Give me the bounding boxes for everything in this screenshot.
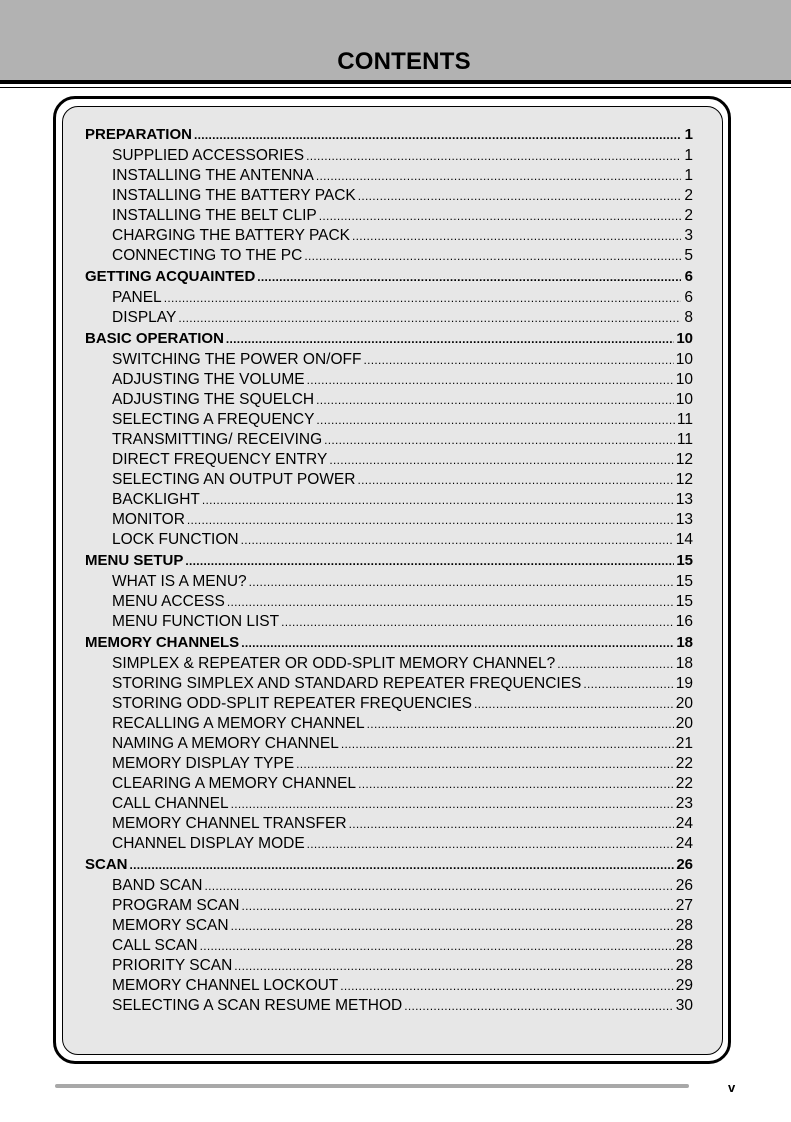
toc-leader <box>367 714 674 734</box>
toc-label: PANEL <box>112 289 162 306</box>
toc-label: CALL SCAN <box>112 937 198 954</box>
toc-leader <box>357 470 673 490</box>
toc-leader <box>316 166 681 186</box>
toc-leader <box>281 612 674 632</box>
toc-page-number: 1 <box>684 167 693 184</box>
toc-leader <box>296 754 674 774</box>
toc-page-number: 20 <box>675 715 693 732</box>
toc-page-number: 23 <box>675 795 693 812</box>
toc-label: PROGRAM SCAN <box>112 897 240 914</box>
toc-label: MENU ACCESS <box>112 593 225 610</box>
toc-section[interactable] <box>85 124 693 146</box>
toc-entry[interactable] <box>85 490 693 510</box>
toc-leader <box>231 794 674 814</box>
toc-entry[interactable] <box>85 390 693 410</box>
toc-page-number: 2 <box>684 187 693 204</box>
toc-page-number: 6 <box>684 268 693 285</box>
toc-entry[interactable] <box>85 206 693 226</box>
toc-section[interactable] <box>85 632 693 654</box>
toc-entry[interactable] <box>85 612 693 632</box>
toc-label: STORING ODD-SPLIT REPEATER FREQUENCIES <box>112 695 473 712</box>
toc-label: BACKLIGHT <box>112 491 200 508</box>
toc-leader <box>340 976 674 996</box>
toc-leader <box>227 592 674 612</box>
toc-page-number: 14 <box>675 531 693 548</box>
toc-label: WHAT IS A MENU? <box>112 573 247 590</box>
toc-section[interactable] <box>85 550 693 572</box>
footer-bar <box>55 1084 689 1088</box>
toc-leader <box>257 266 681 288</box>
toc-entry[interactable] <box>85 956 693 976</box>
toc-label: CHANNEL DISPLAY MODE <box>112 835 305 852</box>
toc-entry[interactable] <box>85 186 693 206</box>
toc-leader <box>358 186 681 206</box>
toc-label: INSTALLING THE BELT CLIP <box>112 207 317 224</box>
toc-page-number: 10 <box>675 351 693 368</box>
toc-entry[interactable] <box>85 430 693 450</box>
toc-leader <box>178 308 681 328</box>
toc-page-number: 24 <box>675 815 693 832</box>
toc-entry[interactable] <box>85 774 693 794</box>
toc-page-number: 18 <box>675 655 693 672</box>
toc-page-number: 6 <box>684 289 693 306</box>
toc-label: TRANSMITTING/ RECEIVING <box>112 431 323 448</box>
toc-leader <box>231 916 674 936</box>
toc-label: CONNECTING TO THE PC <box>112 247 303 264</box>
toc-entry[interactable] <box>85 794 693 814</box>
toc-label: MEMORY CHANNEL LOCKOUT <box>112 977 339 994</box>
toc-entry[interactable] <box>85 834 693 854</box>
toc-page-number: 8 <box>684 309 693 326</box>
toc-page-number: 15 <box>675 573 693 590</box>
toc-entry[interactable] <box>85 694 693 714</box>
toc-label: INSTALLING THE BATTERY PACK <box>112 187 356 204</box>
toc-leader <box>307 834 674 854</box>
toc-entry[interactable] <box>85 530 693 550</box>
toc-page-number: 1 <box>684 147 693 164</box>
page-number: v <box>728 1080 736 1095</box>
toc-leader <box>187 510 674 530</box>
toc-page-number: 26 <box>676 856 693 873</box>
toc-label: CLEARING A MEMORY CHANNEL <box>112 775 357 792</box>
toc-leader <box>341 734 674 754</box>
toc-page-number: 13 <box>675 491 693 508</box>
toc-leader <box>324 430 675 450</box>
toc-entry[interactable] <box>85 146 693 166</box>
toc-page-number: 2 <box>684 207 693 224</box>
toc-section[interactable] <box>85 328 693 350</box>
toc-page-number: 22 <box>675 755 693 772</box>
toc-page-number: 19 <box>675 675 693 692</box>
toc-entry[interactable] <box>85 654 693 674</box>
toc-leader <box>583 674 673 694</box>
toc-page-number: 15 <box>675 593 693 610</box>
toc-entry[interactable] <box>85 754 693 774</box>
toc-page-number: 3 <box>684 227 693 244</box>
toc-page-number: 13 <box>675 511 693 528</box>
toc-label: ADJUSTING THE SQUELCH <box>112 391 315 408</box>
toc-leader <box>241 530 674 550</box>
toc-leader <box>363 350 673 370</box>
toc-entry[interactable] <box>85 288 693 308</box>
toc-page-number: 10 <box>676 330 693 347</box>
toc-leader <box>307 370 674 390</box>
toc-page-number: 21 <box>675 735 693 752</box>
table-of-contents <box>85 124 693 1016</box>
toc-label: LOCK FUNCTION <box>112 531 239 548</box>
toc-leader <box>316 410 674 430</box>
toc-page-number: 18 <box>676 634 693 651</box>
toc-page-number: 20 <box>675 695 693 712</box>
toc-page-number: 5 <box>684 247 693 264</box>
toc-leader <box>241 632 674 654</box>
toc-page-number: 27 <box>675 897 693 914</box>
toc-entry[interactable] <box>85 410 693 430</box>
toc-leader <box>304 246 681 266</box>
toc-page-number: 30 <box>675 997 693 1014</box>
toc-page-number: 16 <box>675 613 693 630</box>
toc-label: ADJUSTING THE VOLUME <box>112 371 305 388</box>
toc-entry[interactable] <box>85 450 693 470</box>
header-rule-thin <box>0 87 791 88</box>
toc-label: MONITOR <box>112 511 185 528</box>
toc-page-number: 29 <box>675 977 693 994</box>
toc-section[interactable] <box>85 266 693 288</box>
toc-entry[interactable] <box>85 714 693 734</box>
toc-label: BAND SCAN <box>112 877 203 894</box>
toc-leader <box>249 572 674 592</box>
toc-leader <box>316 390 674 410</box>
toc-entry[interactable] <box>85 936 693 956</box>
toc-page-number: 28 <box>675 957 693 974</box>
toc-entry[interactable] <box>85 916 693 936</box>
toc-page-number: 22 <box>675 775 693 792</box>
toc-page-number: 12 <box>675 451 693 468</box>
toc-leader <box>200 936 674 956</box>
toc-leader <box>202 490 674 510</box>
toc-leader <box>241 896 673 916</box>
toc-label: SELECTING A SCAN RESUME METHOD <box>112 997 403 1014</box>
toc-label: CALL CHANNEL <box>112 795 229 812</box>
toc-leader <box>474 694 674 714</box>
toc-leader <box>204 876 673 896</box>
toc-leader <box>404 996 674 1016</box>
toc-leader <box>358 774 674 794</box>
toc-leader <box>306 146 681 166</box>
toc-label: SWITCHING THE POWER ON/OFF <box>112 351 362 368</box>
toc-page-number: 26 <box>675 877 693 894</box>
toc-label: SELECTING A FREQUENCY <box>112 411 315 428</box>
toc-leader <box>329 450 673 470</box>
toc-page-number: 1 <box>684 126 693 143</box>
toc-leader <box>185 550 674 572</box>
toc-label: SCAN <box>85 856 128 873</box>
toc-label: MENU SETUP <box>85 552 184 569</box>
toc-entry[interactable] <box>85 510 693 530</box>
toc-entry[interactable] <box>85 674 693 694</box>
toc-entry[interactable] <box>85 996 693 1016</box>
toc-label: INSTALLING THE ANTENNA <box>112 167 314 184</box>
toc-label: MEMORY DISPLAY TYPE <box>112 755 295 772</box>
toc-page-number: 11 <box>676 411 693 428</box>
toc-entry[interactable] <box>85 308 693 328</box>
header-rule <box>0 80 791 84</box>
toc-section[interactable] <box>85 854 693 876</box>
toc-leader <box>349 814 674 834</box>
toc-label: SIMPLEX & REPEATER OR ODD-SPLIT MEMORY CHANNEL? <box>112 655 556 672</box>
toc-leader <box>352 226 681 246</box>
toc-leader <box>164 288 681 308</box>
toc-entry[interactable] <box>85 592 693 612</box>
toc-label: PREPARATION <box>85 126 192 143</box>
toc-label: DIRECT FREQUENCY ENTRY <box>112 451 328 468</box>
toc-leader <box>319 206 681 226</box>
toc-label: SELECTING AN OUTPUT POWER <box>112 471 356 488</box>
toc-label: GETTING ACQUAINTED <box>85 268 256 285</box>
toc-label: NAMING A MEMORY CHANNEL <box>112 735 339 752</box>
toc-entry[interactable] <box>85 350 693 370</box>
toc-label: RECALLING A MEMORY CHANNEL <box>112 715 365 732</box>
toc-label: MEMORY SCAN <box>112 917 229 934</box>
toc-leader <box>130 854 675 876</box>
toc-entry[interactable] <box>85 814 693 834</box>
toc-page-number: 10 <box>675 391 693 408</box>
toc-label: MEMORY CHANNEL TRANSFER <box>112 815 347 832</box>
toc-label: STORING SIMPLEX AND STANDARD REPEATER FREQUENCIES <box>112 675 582 692</box>
toc-leader <box>194 124 681 146</box>
toc-label: BASIC OPERATION <box>85 330 224 347</box>
toc-entry[interactable] <box>85 876 693 896</box>
toc-label: DISPLAY <box>112 309 177 326</box>
toc-entry[interactable] <box>85 246 693 266</box>
toc-leader <box>234 956 673 976</box>
toc-leader <box>557 654 673 674</box>
toc-page-number: 11 <box>676 431 693 448</box>
toc-entry[interactable] <box>85 734 693 754</box>
toc-entry[interactable] <box>85 572 693 592</box>
toc-entry[interactable] <box>85 896 693 916</box>
toc-label: MENU FUNCTION LIST <box>112 613 280 630</box>
toc-leader <box>226 328 674 350</box>
toc-label: MEMORY CHANNELS <box>85 634 240 651</box>
toc-entry[interactable] <box>85 370 693 390</box>
toc-page-number: 28 <box>675 917 693 934</box>
toc-entry[interactable] <box>85 226 693 246</box>
toc-page-number: 15 <box>676 552 693 569</box>
toc-entry[interactable] <box>85 166 693 186</box>
toc-page-number: 28 <box>675 937 693 954</box>
toc-entry[interactable] <box>85 976 693 996</box>
page-title: CONTENTS <box>337 48 471 75</box>
toc-page-number: 12 <box>675 471 693 488</box>
toc-page-number: 10 <box>675 371 693 388</box>
toc-label: PRIORITY SCAN <box>112 957 233 974</box>
toc-label: CHARGING THE BATTERY PACK <box>112 227 351 244</box>
toc-page-number: 24 <box>675 835 693 852</box>
toc-entry[interactable] <box>85 470 693 490</box>
toc-label: SUPPLIED ACCESSORIES <box>112 147 305 164</box>
